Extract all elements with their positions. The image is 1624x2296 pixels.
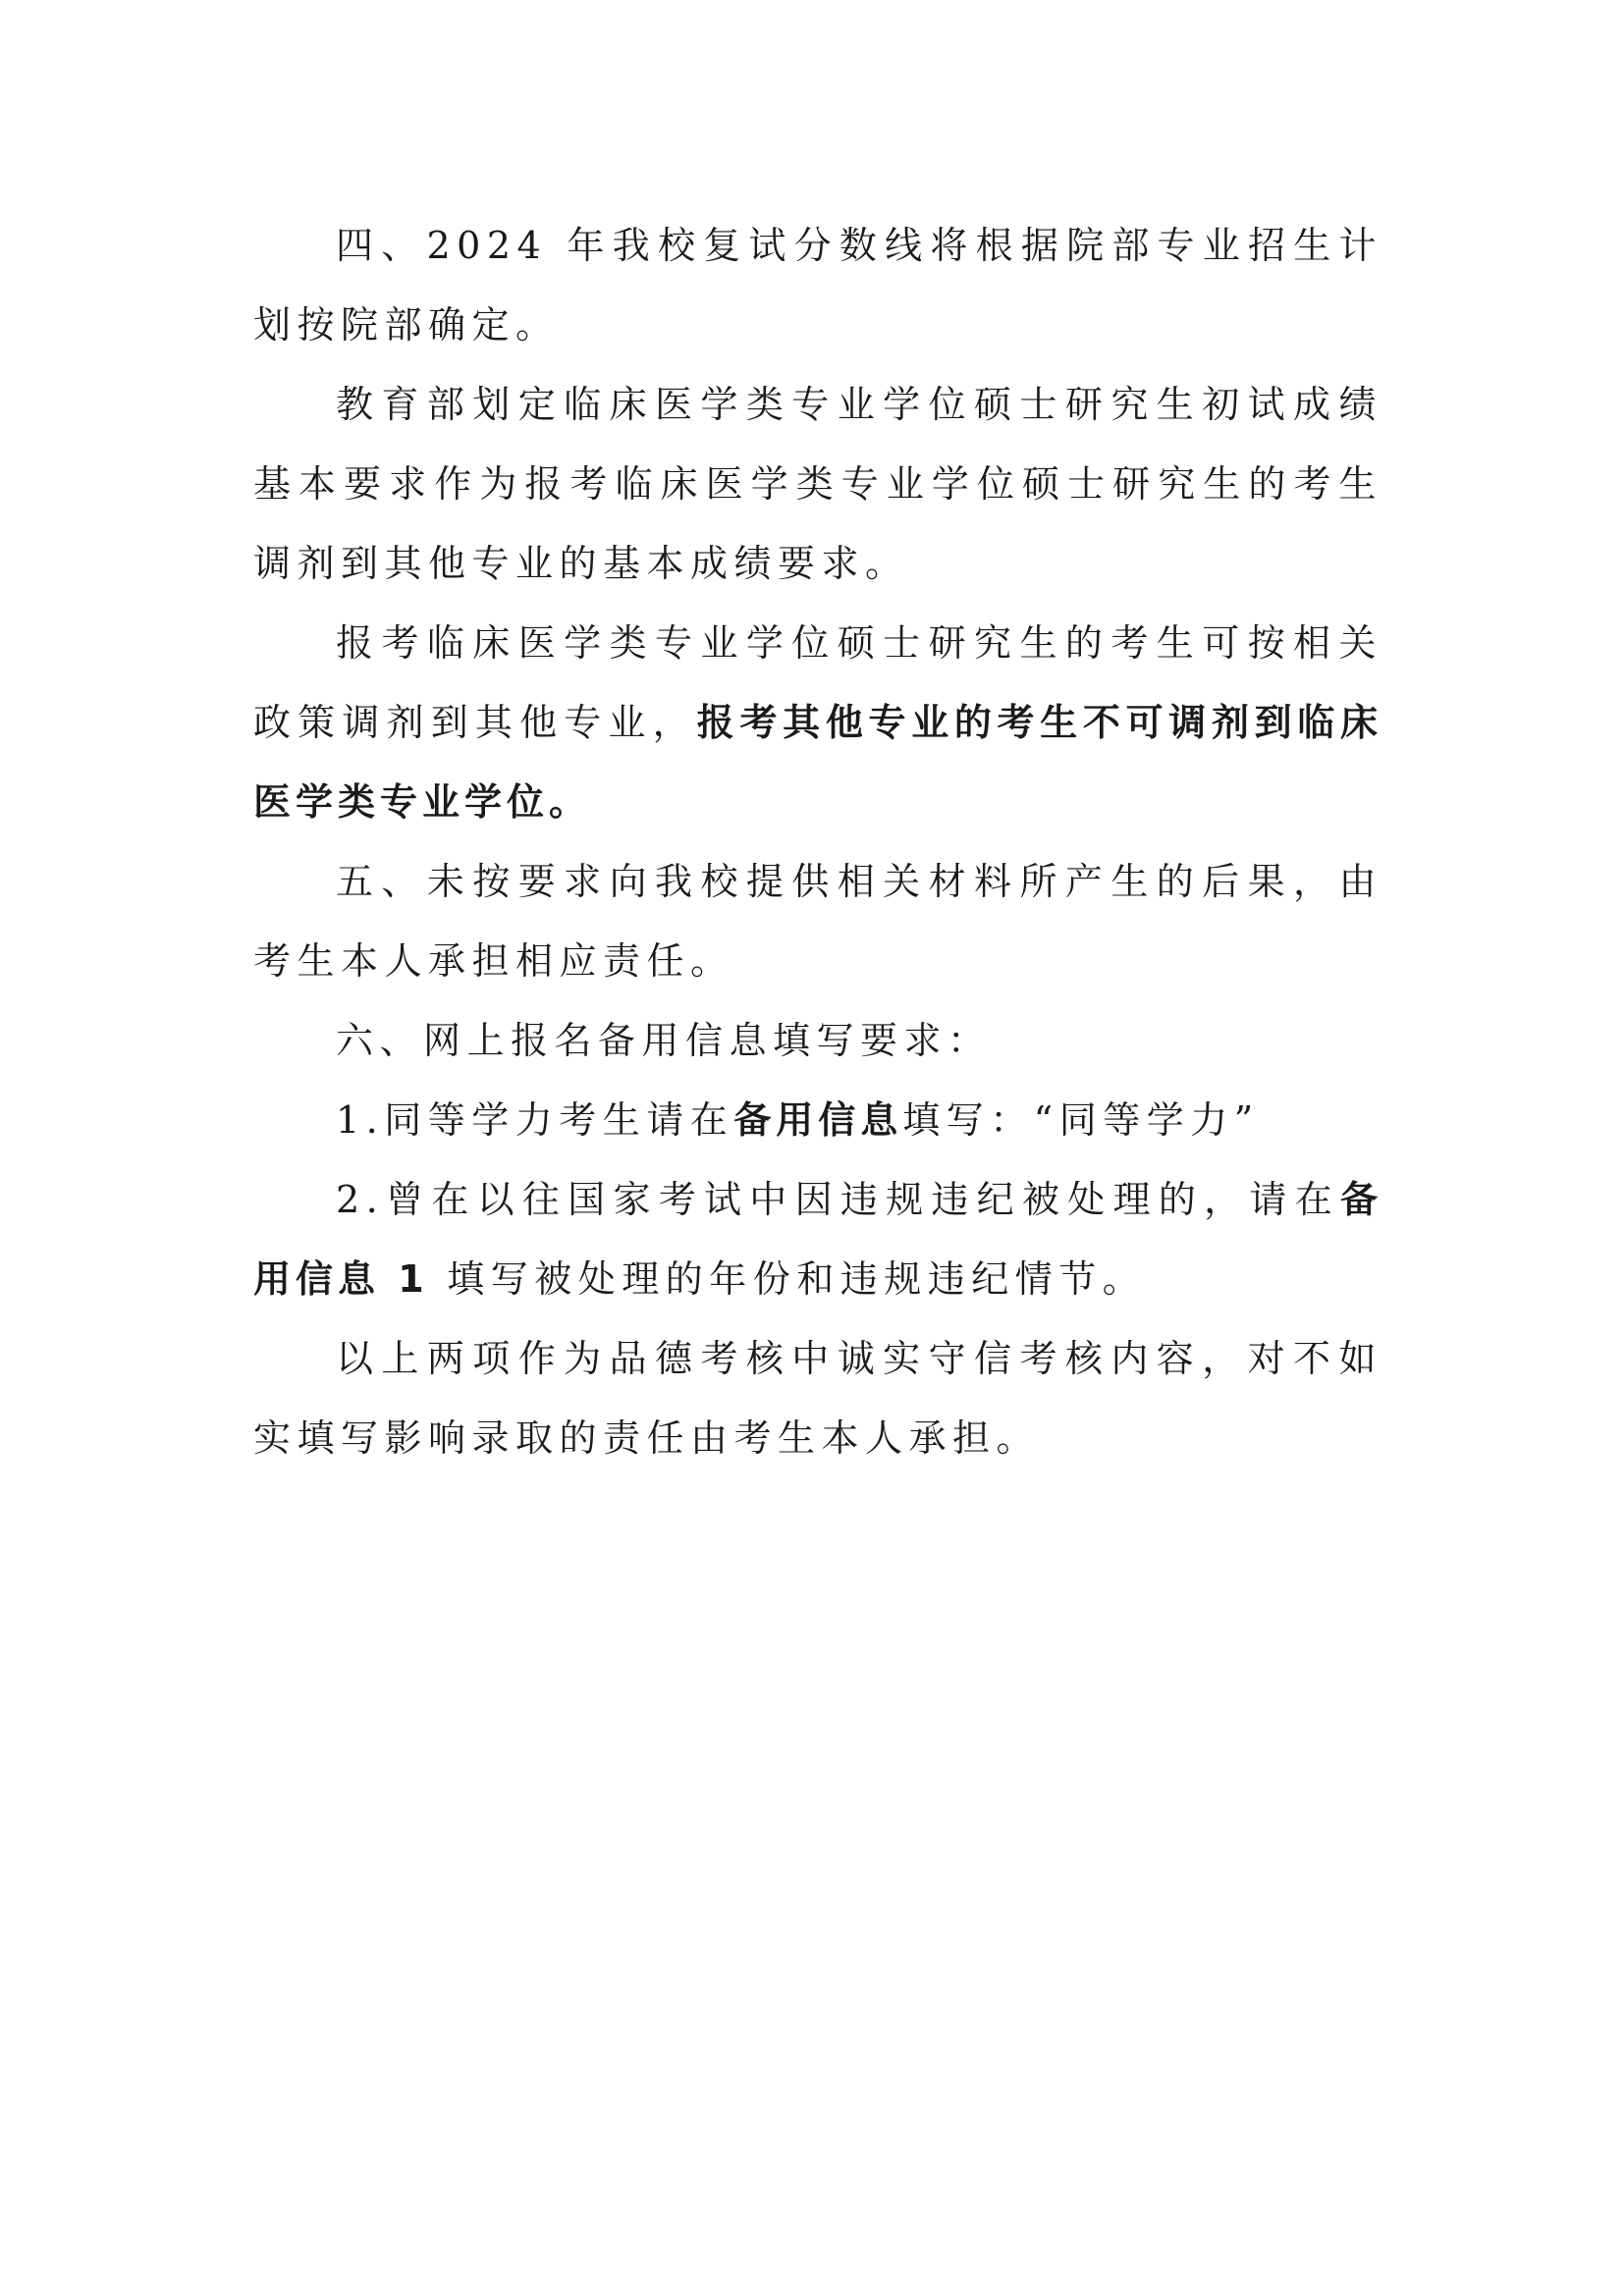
paragraph-text: 填写被处理的年份和违规违纪情节。 xyxy=(428,1257,1147,1301)
paragraph-text: 2.曾在以往国家考试中因违规违纪被处理的，请在 xyxy=(336,1178,1340,1221)
paragraph-text: 四、2024 年我校复试分数线将根据院部专业招生计划按院部确定。 xyxy=(253,224,1382,347)
paragraph-violation-record xyxy=(253,1160,1382,1319)
paragraph-bold-text: 备用信息 1 xyxy=(253,1178,1382,1301)
paragraph-text: 报考临床医学类专业学位硕士研究生的考生可按相关政策调剂到其他专业， xyxy=(253,621,1382,744)
paragraph-retest-score-line xyxy=(253,206,1382,365)
paragraph-clinical-transfer-policy xyxy=(253,604,1382,842)
paragraph-bold-text: 备用信息 xyxy=(733,1098,903,1142)
paragraph-equivalent-education xyxy=(253,1081,1382,1160)
paragraph-text: 教育部划定临床医学类专业学位硕士研究生初试成绩基本要求作为报考临床医学类专业学位硕士研究生的考生调剂到其他专业的基本成绩要求。 xyxy=(253,383,1382,585)
paragraph-text: 1.同等学力考生请在 xyxy=(336,1098,734,1142)
paragraph-clinical-basic-requirements xyxy=(253,365,1382,604)
paragraph-bold-text: 报考其他专业的考生不可调剂到临床医学类专业学位。 xyxy=(253,701,1382,824)
paragraph-text: 五、未按要求向我校提供相关材料所产生的后果，由考生本人承担相应责任。 xyxy=(253,860,1382,983)
paragraph-integrity-assessment xyxy=(253,1319,1382,1478)
paragraph-text: 以上两项作为品德考核中诚实守信考核内容，对不如实填写影响录取的责任由考生本人承担。 xyxy=(253,1337,1382,1460)
paragraph-backup-info-heading xyxy=(253,1001,1382,1081)
document-body xyxy=(253,206,1382,1478)
paragraph-text: 填写：“同等学力” xyxy=(902,1098,1260,1142)
paragraph-material-consequences xyxy=(253,842,1382,1001)
paragraph-text: 六、网上报名备用信息填写要求： xyxy=(336,1019,992,1062)
